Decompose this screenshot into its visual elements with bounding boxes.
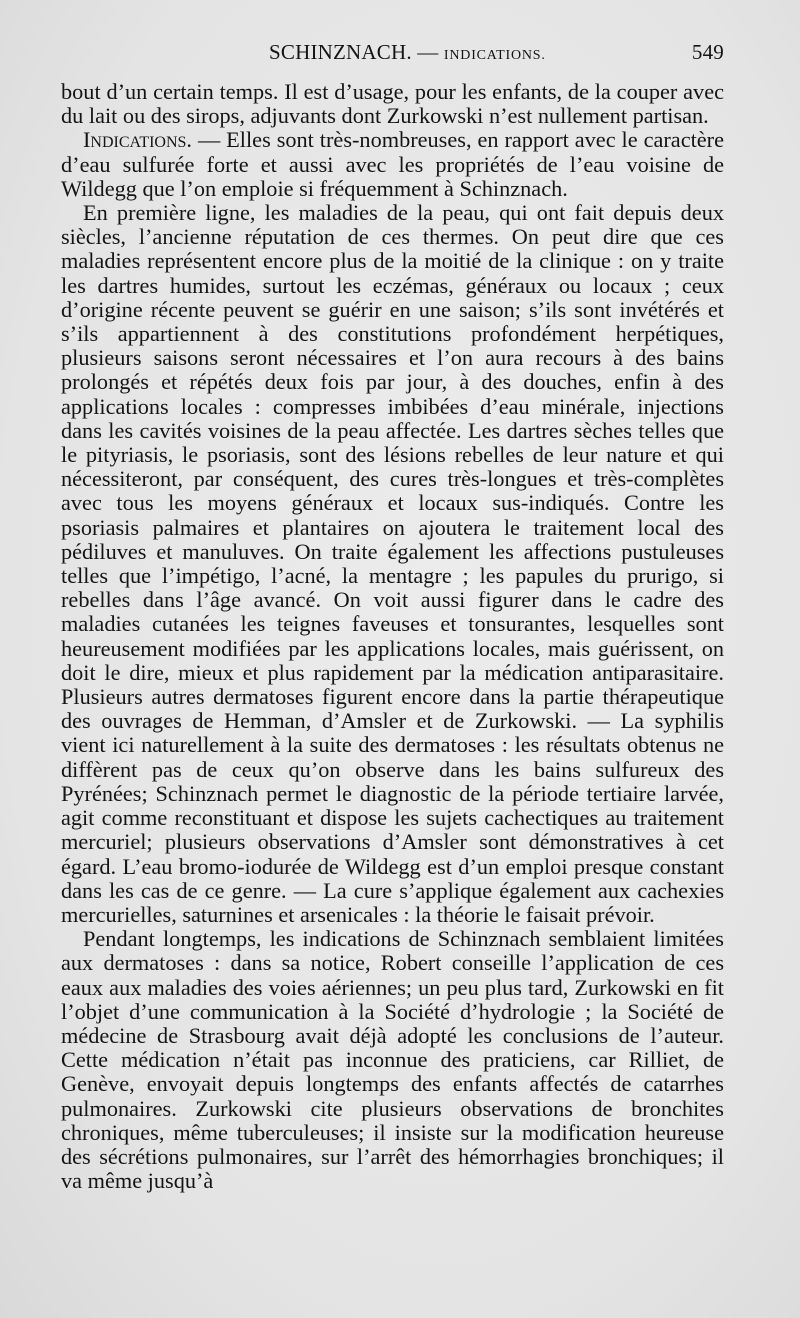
paragraph-indications	[61, 128, 724, 201]
paragraph-indications-text: — Elles sont très-nombreuses, en rapport avec le caractère d’eau sulfurée forte et aussi avec les propriétés de l’eau voisine de Wildegg que l’on emploie si fréquemment à Schinznach.	[61, 127, 724, 201]
running-title	[269, 40, 546, 65]
paragraph-continued: bout d’un certain temps. Il est d’usage, pour les enfants, de la couper avec du lait ou des sirops, adjuvants dont Zurkowski n’est nullement partisan.	[61, 79, 724, 129]
paragraph-respiratory: Pendant longtemps, les indications de Schinznach semblaient limitées aux dermatoses : dans sa notice, Robert conseille l’application de ces eaux aux maladies des voies aériennes; un peu plus tard, Zurkowski en fit l’objet d’une communication à la Société d’hydrologie ; la Société de médecine de Strasbourg avait déjà adopté les conclusions de l’auteur. Cette médication n’était pas inconnue des praticiens, car Rilliet, de Genève, envoyait depuis longtemps des enfants affectés de catarrhes pulmonaires. Zurkowski cite plusieurs observations de bronchites chroniques, même tuberculeuses; il insiste sur la modification heureuse des sécrétions pulmonaires, sur l’arrêt des hémorrhagies bronchiques; il va même jusqu’à	[61, 926, 724, 1194]
paragraph-skin-diseases: En première ligne, les maladies de la peau, qui ont fait depuis deux siècles, l’ancienne réputation de ces thermes. On peut dire que ces maladies représentent encore plus de la moitié de la clinique : on y traite les dartres humides, surtout les eczémas, généraux ou locaux ; ceux d’origine récente peuvent se guérir en une saison; s’ils sont invétérés et s’ils appartiennent à des constitutions profondément herpétiques, plusieurs saisons seront nécessaires et l’on aura recours à des bains prolongés et répétés deux fois par jour, à des douches, enfin à des applications locales : compresses imbibées d’eau minérale, injections dans les cavités voisines de la peau affectée. Les dartres sèches telles que le pityriasis, le psoriasis, sont des lésions rebelles de leur nature et qui nécessiteront, par conséquent, des cures très-longues et très-complètes avec tous les moyens généraux et locaux sus-indiqués. Contre les psoriasis palmaires et plantaires on ajoutera le traitement local des pédiluves et manuluves. On traite également les affections pustuleuses telles que l’impétigo, l’acné, la mentagre ; les papules du prurigo, si rebelles dans l’âge avancé. On voit aussi figurer dans le cadre des maladies cutanées les teignes faveuses et tonsurantes, lesquelles sont heureusement modifiées par les applications locales, mais guérissent, on doit le dire, mieux et plus rapidement par la médication antiparasitaire. Plusieurs autres dermatoses figurent encore dans la partie thérapeutique des ouvrages de Hemman, d’Amsler et de Zurkowski. — La syphilis vient ici naturellement à la suite des dermatoses : les résultats obtenus ne diffèrent pas de ceux qu’on observe dans les bains sulfureux des Pyrénées; Schinznach permet le diagnostic de la période tertiaire larvée, agit comme reconstituant et dispose les sujets cachectiques au traitement mercuriel; plusieurs observations d’Amsler sont démonstratives à cet égard. L’eau bromo-iodurée de Wildegg est d’un emploi presque constant dans les cas de ce genre. — La cure s’applique également aux cachexies mercurielles, saturnines et arsenicales : la théorie le faisait prévoir.	[61, 200, 724, 927]
running-header	[61, 40, 724, 80]
running-title-section: INDICATIONS.	[443, 48, 546, 63]
body-text	[61, 80, 724, 1193]
running-title-dash: —	[411, 40, 444, 64]
running-title-main: SCHINZNACH.	[269, 40, 412, 64]
page-number: 549	[691, 40, 724, 64]
section-heading-indications: Indications.	[83, 127, 192, 153]
